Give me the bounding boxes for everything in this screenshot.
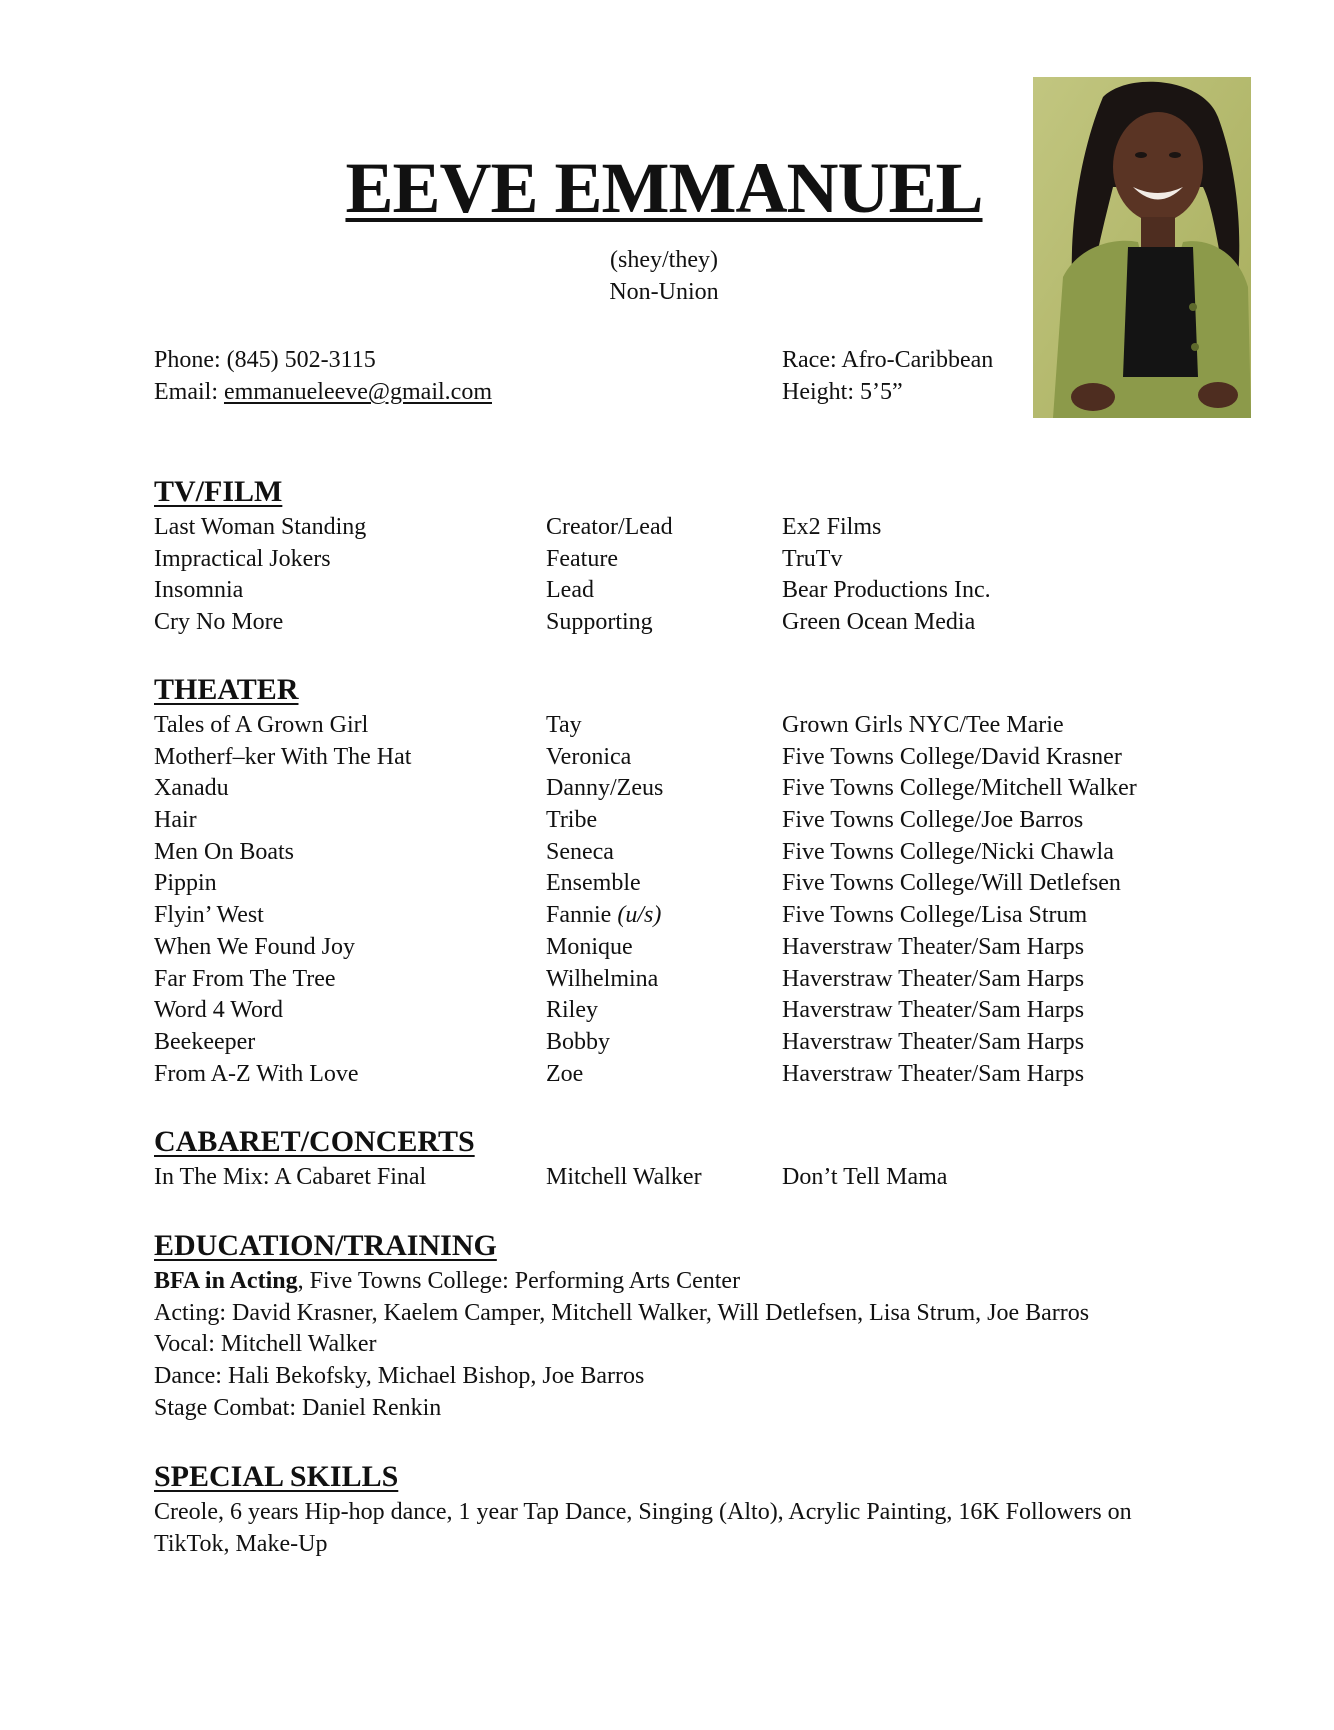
credit-project: Far From The Tree: [154, 965, 336, 992]
credit-row: [154, 900, 1204, 932]
actor-name: EEVE EMMANUEL: [345, 148, 983, 228]
email-link[interactable]: emmanueleeve@gmail.com: [223, 379, 492, 405]
section-title-special-skills: SPECIAL SKILLS: [154, 1460, 399, 1493]
credit-project: From A-Z With Love: [154, 1060, 359, 1087]
credit-role: Wilhelmina: [546, 965, 659, 992]
tv-film-credits: [154, 512, 1204, 639]
credit-role: Bobby: [546, 1028, 611, 1055]
credit-project: Word 4 Word: [154, 997, 284, 1024]
credit-project: Motherf–ker With The Hat: [154, 743, 412, 770]
credit-role: Tay: [546, 712, 582, 738]
contact-right: [782, 344, 993, 408]
credit-role: Riley: [546, 997, 598, 1024]
skills-line: TikTok, Make-Up: [154, 1530, 328, 1557]
credit-role: Mitchell Walker: [546, 1164, 702, 1190]
credit-project: Last Woman Standing: [154, 514, 367, 540]
credit-company: Green Ocean Media: [782, 609, 976, 636]
credit-company: Haverstraw Theater/Sam Harps: [782, 997, 1085, 1024]
credit-role: Fannie (u/s): [546, 902, 662, 929]
race-row: [782, 344, 993, 376]
credit-company: Bear Productions Inc.: [782, 577, 991, 604]
cabaret-credits: [154, 1162, 1204, 1194]
credit-project: When We Found Joy: [154, 933, 355, 960]
credit-company: Grown Girls NYC/Tee Marie: [782, 712, 1064, 738]
credit-company: Five Towns College/Mitchell Walker: [782, 775, 1137, 802]
contact-left: [154, 344, 492, 408]
theater-credits: [154, 710, 1204, 1090]
credit-project: Flyin’ West: [154, 902, 264, 929]
credit-company: Five Towns College/Lisa Strum: [782, 902, 1088, 929]
training-line: Stage Combat: Daniel Renkin: [154, 1394, 442, 1421]
phone-row: [154, 344, 492, 376]
credit-role: Danny/Zeus: [546, 775, 664, 802]
credit-project: Hair: [154, 807, 197, 834]
credit-role: Ensemble: [546, 870, 641, 897]
credit-row: [154, 607, 1204, 639]
race-label: Race:: [782, 347, 837, 373]
credit-company: Haverstraw Theater/Sam Harps: [782, 1060, 1085, 1087]
degree-line: [154, 1266, 1154, 1298]
credit-role: Seneca: [546, 838, 614, 865]
credit-row: [154, 773, 1204, 805]
credit-row: [154, 868, 1204, 900]
credit-role: Lead: [546, 577, 594, 604]
credit-row: [154, 544, 1204, 576]
credit-project: Impractical Jokers: [154, 545, 331, 572]
credit-company: Five Towns College/Nicki Chawla: [782, 838, 1114, 865]
credit-row: [154, 1162, 1204, 1194]
degree-school: , Five Towns College: Performing Arts Center: [297, 1268, 741, 1294]
credit-row: [154, 742, 1204, 774]
credit-project: Men On Boats: [154, 838, 294, 865]
email-row: [154, 376, 492, 408]
skills-block: [154, 1497, 1154, 1560]
credit-row: [154, 932, 1204, 964]
section-title-tv-film: TV/FILM: [154, 475, 283, 508]
credit-row: [154, 837, 1204, 869]
credit-row: [154, 1027, 1204, 1059]
credit-project: Cry No More: [154, 609, 284, 636]
credit-company: Five Towns College/Joe Barros: [782, 807, 1084, 834]
training-line: Dance: Hali Bekofsky, Michael Bishop, Joe Barros: [154, 1363, 645, 1390]
credit-row: [154, 512, 1204, 544]
credit-company: Haverstraw Theater/Sam Harps: [782, 933, 1085, 960]
phone-value: (845) 502-3115: [226, 347, 376, 373]
section-title-education: EDUCATION/TRAINING: [154, 1229, 497, 1262]
credit-row: [154, 805, 1204, 837]
race-value: Afro-Caribbean: [841, 347, 994, 373]
phone-label: Phone:: [154, 347, 221, 373]
height-value: 5’5”: [860, 379, 903, 405]
credit-project: Tales of A Grown Girl: [154, 712, 369, 738]
credit-company: Ex2 Films: [782, 514, 882, 540]
credit-project: Beekeeper: [154, 1028, 256, 1055]
credit-company: TruTv: [782, 545, 843, 572]
credit-row: [154, 575, 1204, 607]
union-status: Non-Union: [609, 279, 719, 305]
credit-role: Creator/Lead: [546, 514, 673, 540]
credit-role: Supporting: [546, 609, 653, 636]
training-line: Acting: David Krasner, Kaelem Camper, Mitchell Walker, Will Detlefsen, Lisa Strum, Joe Barros: [154, 1299, 1090, 1326]
credit-role: Veronica: [546, 743, 632, 770]
degree-name: BFA in Acting: [154, 1268, 298, 1294]
section-title-theater: THEATER: [154, 673, 299, 706]
credit-company: Five Towns College/Will Detlefsen: [782, 870, 1121, 897]
credit-project: Xanadu: [154, 775, 229, 802]
training-line: Vocal: Mitchell Walker: [154, 1331, 377, 1358]
credit-role: Feature: [546, 545, 618, 572]
height-label: Height:: [782, 379, 854, 405]
credit-project: Insomnia: [154, 577, 244, 604]
headshot-photo: [1033, 77, 1251, 418]
understudy-note: (u/s): [617, 902, 662, 929]
email-label: Email:: [154, 379, 218, 405]
credit-project: In The Mix: A Cabaret Final: [154, 1164, 427, 1190]
credit-company: Don’t Tell Mama: [782, 1164, 948, 1190]
credit-company: Haverstraw Theater/Sam Harps: [782, 965, 1085, 992]
credit-role: Zoe: [546, 1060, 584, 1087]
credit-row: [154, 1059, 1204, 1091]
credit-row: [154, 710, 1204, 742]
pronouns: (shey/they): [610, 247, 718, 273]
credit-row: [154, 964, 1204, 996]
credit-role: Monique: [546, 933, 633, 960]
credit-role: Tribe: [546, 807, 598, 834]
education-block: [154, 1266, 1154, 1425]
section-title-cabaret: CABARET/CONCERTS: [154, 1125, 475, 1158]
credit-company: Five Towns College/David Krasner: [782, 743, 1122, 770]
credit-project: Pippin: [154, 870, 217, 897]
height-row: [782, 376, 993, 408]
credit-company: Haverstraw Theater/Sam Harps: [782, 1028, 1085, 1055]
skills-line: Creole, 6 years Hip-hop dance, 1 year Tap Dance, Singing (Alto), Acrylic Painting, 16K Followers on: [154, 1499, 1132, 1525]
credit-row: [154, 995, 1204, 1027]
